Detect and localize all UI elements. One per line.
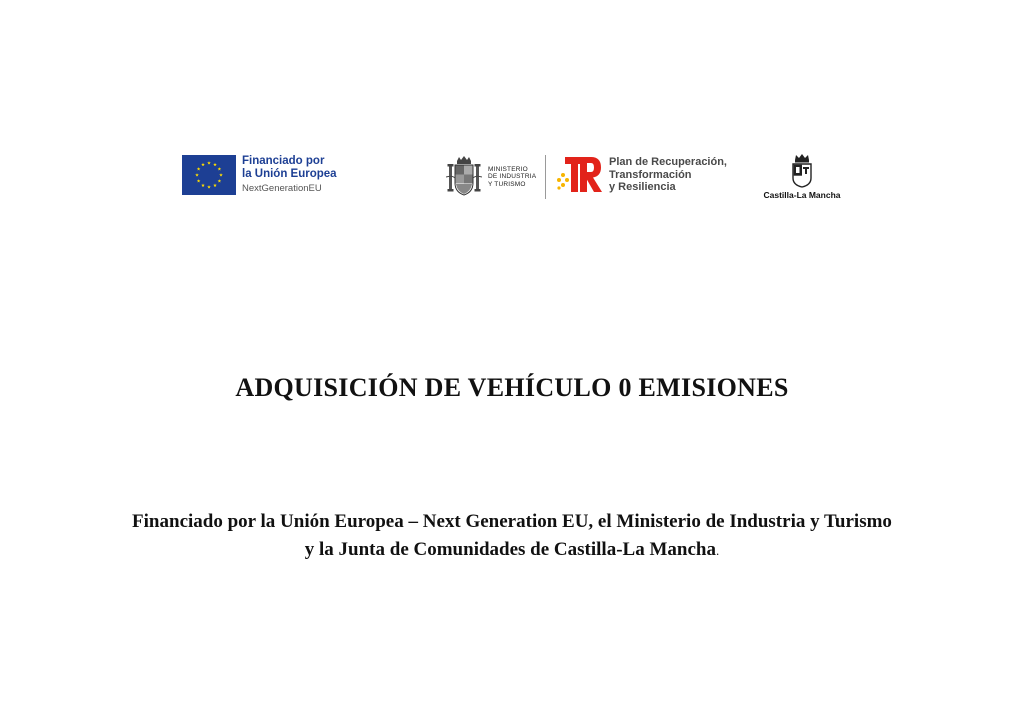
eu-flag-icon: [182, 155, 236, 195]
page-title: ADQUISICIÓN DE VEHÍCULO 0 EMISIONES: [235, 373, 789, 402]
eu-logo-line3: NextGenerationEU: [242, 183, 322, 194]
funding-statement: [0, 508, 1024, 565]
funding-line1: Financiado por la Unión Europea – Next Generation EU, el Ministerio de Industria y Turismo: [132, 511, 892, 532]
funding-line2-end: .: [715, 543, 720, 558]
ministry-logo: [446, 155, 546, 199]
castilla-la-mancha-logo-text: Castilla-La Mancha: [763, 190, 841, 200]
logo-divider: [545, 155, 546, 199]
tr-mark-icon: [556, 154, 604, 196]
eu-logo-line2: la Unión Europea: [242, 168, 337, 180]
eu-logo-text: [242, 155, 337, 195]
logo-bar: [0, 0, 1024, 220]
prtr-line1: Plan de Recuperación,: [609, 156, 727, 169]
prtr-logo: [556, 154, 727, 196]
ministry-line1: MINISTERIO: [488, 165, 528, 173]
coat-of-arms-icon: [446, 155, 482, 199]
prtr-line2: Transformación: [609, 168, 692, 181]
funding-line2-wrapper: [0, 536, 1024, 565]
eu-logo-line1: Financiado por: [242, 155, 325, 167]
funding-line2: y la Junta de Comunidades de Castilla-La Mancha: [304, 539, 716, 560]
prtr-logo-text: [609, 156, 727, 194]
castilla-la-mancha-emblem-icon: [790, 152, 814, 188]
ministry-line2: DE INDUSTRIA: [488, 173, 537, 181]
ministry-line3: Y TURISMO: [488, 180, 526, 188]
castilla-la-mancha-logo: [762, 152, 842, 200]
eu-funding-logo: [182, 155, 337, 195]
prtr-line3: y Resiliencia: [609, 181, 676, 194]
ministry-logo-text: [488, 166, 536, 189]
